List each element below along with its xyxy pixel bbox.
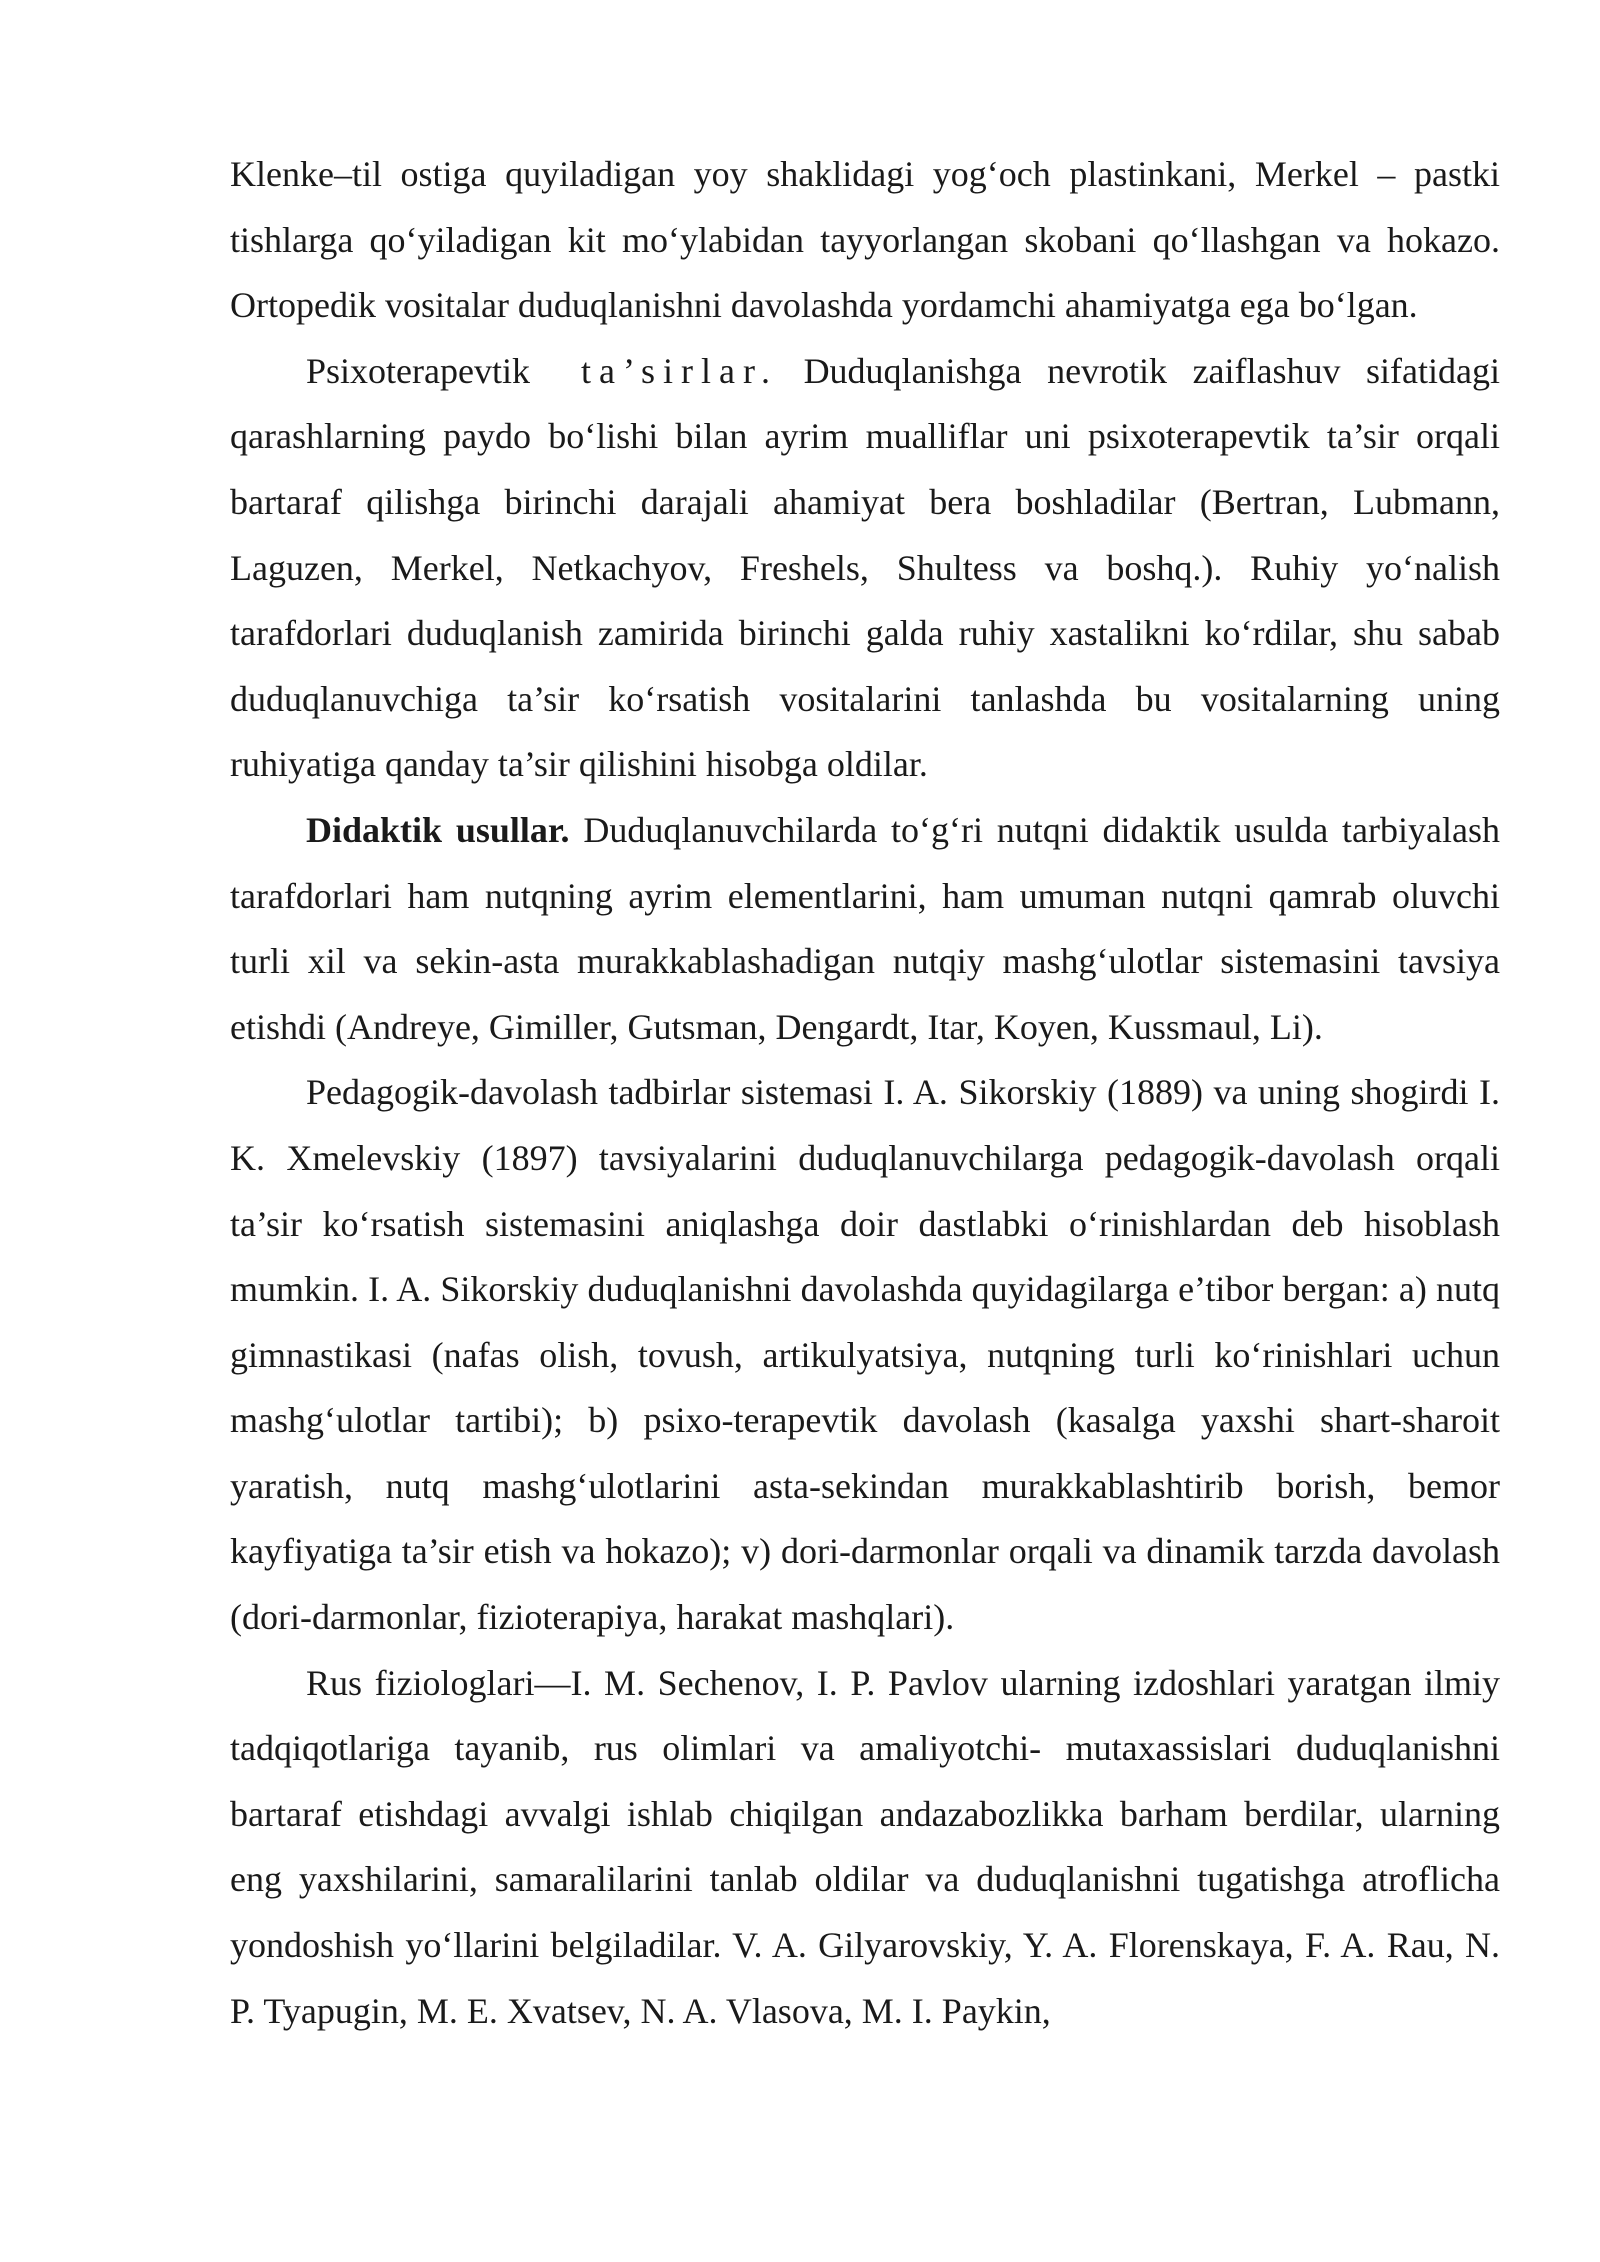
paragraph-psychotherapy (230, 339, 1500, 798)
section-title-didactic: Didaktik usullar. (306, 809, 570, 850)
document-page (230, 142, 1500, 2044)
paragraph-russian-physiologists: Rus fiziologlari—I. M. Sechenov, I. P. Pavlov ularning izdoshlari yaratgan ilmiy tadqiqotlariga tayanib, rus olimlari va amaliyotchi- mutaxassislari duduqlanishni bartaraf etishdagi avvalgi ishlab chiqilgan andazabozlikka barham berdilar, ularning eng yaxshilarini, samaralilarini tanlab oldilar va duduqlanishni tugatishga atroflicha yondoshish yo‘llarini belgiladilar. V. A. Gilyarovskiy, Y. A. Florenskaya, F. A. Rau, N. P. Tyapugin, M. E. Xvatsev, N. A. Vlasova, M. I. Paykin, (230, 1662, 1500, 2031)
paragraph-pedagogical: Pedagogik-davolash tadbirlar sistemasi I. A. Sikorskiy (1889) va uning shogirdi I. K. Xmelevskiy (1897) tavsiyalarini duduqlanuvchilarga pedagogik-davolash orqali ta’sir ko‘rsatish sistemasini aniqlashga doir dastlabki o‘rinishlardan deb hisoblash mumkin. I. A. Sikorskiy duduqlanishni davolashda quyidagilarga e’tibor bergan: a) nutq gimnastikasi (nafas olish, tovush, artikulyatsiya, nutqning turli ko‘rinishlari uchun mashg‘ulotlar tartibi); b) psixo-terapevtik davolash (kasalga yaxshi shart-sharoit yaratish, nutq mashg‘ulotlarini asta-sekindan murakkablashtirib borish, bemor kayfiyatiga ta’sir etish va hokazo); v) dori-darmonlar orqali va dinamik tarzda davolash (dori-darmonlar, fizioterapiya, harakat mashqlari). (230, 1072, 1500, 1638)
paragraph-orthopedic: Klenke–til ostiga quyiladigan yoy shaklidagi yog‘och plastinkani, Merkel – pastki tishlarga qo‘yiladigan kit mo‘ylabidan tayyorlangan skobani qo‘llashgan va hokazo. Ortopedik vositalar duduqlanishni davolashda yordamchi ahamiyatga ega bo‘lgan. (230, 154, 1500, 326)
section-title-spaced: ta’sirlar. (581, 350, 779, 391)
section-lead-psychotherapy: Psixoterapevtik (306, 350, 530, 391)
paragraph-psychotherapy-body: Duduqlanishga nevrotik zaiflashuv sifatidagi qarashlarning paydo bo‘lishi bilan ayrim mualliflar uni psixoterapevtik ta’sir orqali bartaraf qilishga birinchi darajali ahamiyat bera boshladilar (Bertran, Lubmann, Laguzen, Merkel, Netkachyov, Freshels, Shultess va boshq.). Ruhiy yo‘nalish tarafdorlari duduqlanish zamirida birinchi galda ruhiy xastalikni ko‘rdilar, shu sabab duduqlanuvchiga ta’sir ko‘rsatish vositalarini tanlashda bu vositalarning uning ruhiyatiga qanday ta’sir qilishini hisobga oldilar. (230, 350, 1501, 785)
paragraph-didactic-body: Duduqlanuvchilarda to‘g‘ri nutqni didaktik usulda tarbiyalash tarafdorlari ham nutqning ayrim elementlarini, ham umuman nutqni qamrab oluvchi turli xil va sekin-asta murakkablashadigan nutqiy mashg‘ulotlar sistemasini tavsiya etishdi (Andreye, Gimiller, Gutsman, Dengardt, Itar, Koyen, Kussmaul, Li). (230, 809, 1500, 1047)
paragraph-didactic (230, 798, 1500, 1060)
